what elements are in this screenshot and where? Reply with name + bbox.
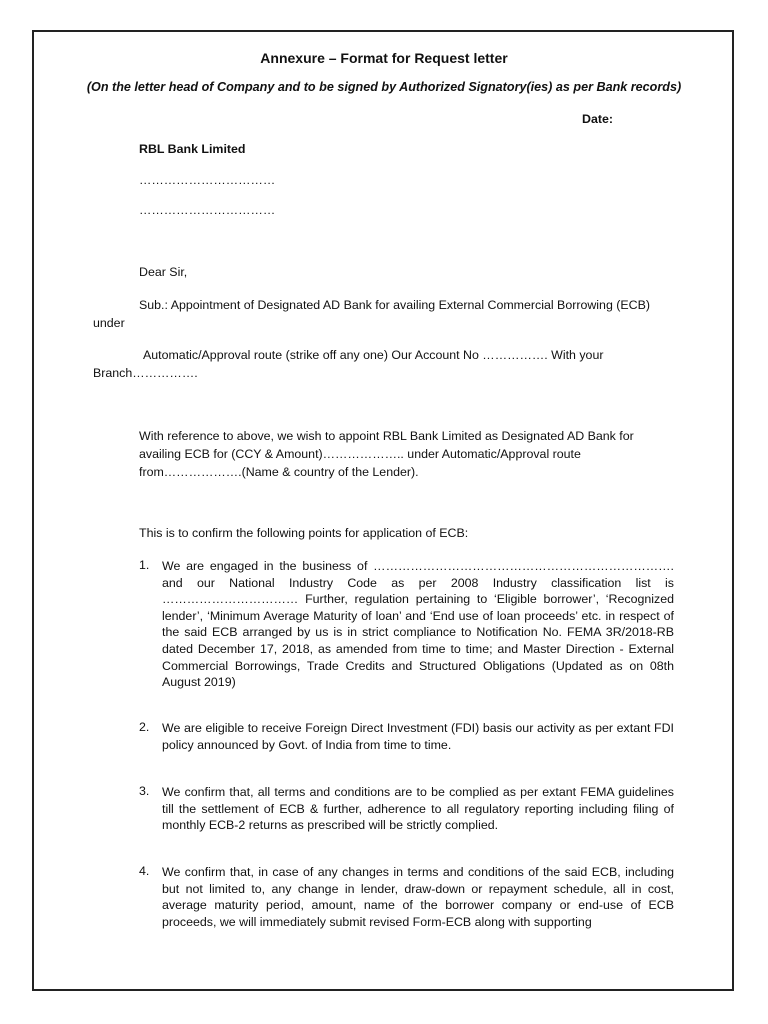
salutation: Dear Sir, (139, 265, 188, 279)
point-text: We confirm that, all terms and conditions are to be complied as per extant FEMA guidelines till the settlement of ECB & further, adherence to all regulatory reporting including filing of monthly ECB-2 returns as prescribed will be strictly complied. (162, 785, 674, 833)
route-line: Automatic/Approval route (strike off any one) Our Account No ……………. With your Branch……………. (93, 348, 604, 380)
document-title: Annexure – Format for Request letter (260, 50, 508, 66)
page-border (32, 30, 734, 991)
point-number: 3. (139, 784, 150, 798)
addressee-line-2: …………………………… (139, 203, 276, 217)
addressee-bank-name: RBL Bank Limited (139, 142, 246, 156)
point-number: 4. (139, 864, 150, 878)
confirm-intro: This is to confirm the following points for application of ECB: (139, 526, 469, 540)
addressee-line-1: …………………………… (139, 173, 276, 187)
reference-paragraph: With reference to above, we wish to appoint RBL Bank Limited as Designated AD Bank for availing ECB for (CCY & Amount)……………….. under Automatic/Approval route from……………….(Name & country of the Lender). (139, 429, 634, 479)
date-label: Date: (582, 112, 613, 126)
point-text: We are eligible to receive Foreign Direct Investment (FDI) basis our activity as per extant FDI policy announced by Govt. of India from time to time. (162, 721, 674, 752)
point-number: 1. (139, 558, 150, 572)
point-text: We confirm that, in case of any changes in terms and conditions of the said ECB, including but not limited to, any change in lender, draw-down or repayment schedule, all in cost, average maturity period, amount, name of the borrower company or end-use of ECB proceeds, we will immediately submit revised Form-ECB along with supporting (162, 865, 674, 929)
point-number: 2. (139, 720, 150, 734)
document-subtitle: (On the letter head of Company and to be signed by Authorized Signatory(ies) as per Bank records) (86, 80, 682, 94)
subject-line: Sub.: Appointment of Designated AD Bank for availing External Commercial Borrowing (ECB) under (93, 298, 651, 330)
point-text: We are engaged in the business of ………………………………………………………………. and our National Industry Code as per 2008 Industry classification list is …………………………… Further, regulation pertaining to ‘Eligible borrower’, ‘Recognized lender’, ‘Minimum Average Maturity of loan’ and ‘End use of loan proceeds’ etc. in respect of the said ECB arranged by us is in strict compliance to Notification No. FEMA 3R/2018-RB dated December 17, 2018, as amended from time to time; and Master Direction - External Commercial Borrowings, Trade Credits and Structured Obligations (Updated as on 08th August 2019) (162, 559, 674, 690)
